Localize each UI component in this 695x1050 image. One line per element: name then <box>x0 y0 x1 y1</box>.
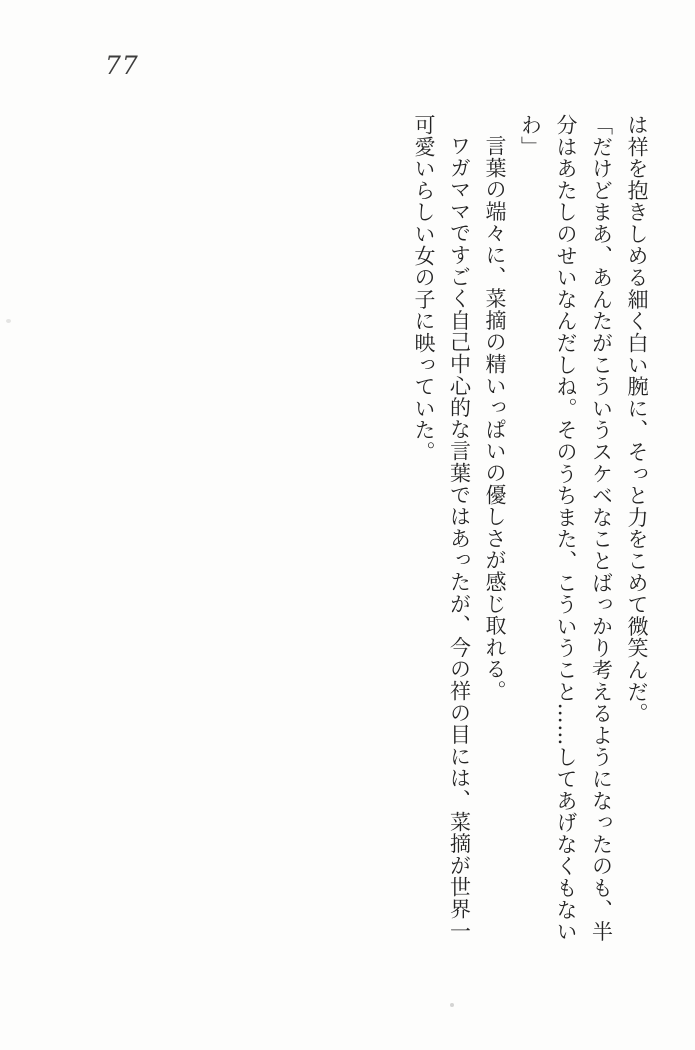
vertical-text-block <box>402 114 654 946</box>
paragraph: ワガママですごく自己中心的な言葉ではあったが、今の祥の目には、菜摘が世界一可愛いらしい女の子に映っていた。 <box>412 114 472 942</box>
scan-speck <box>6 319 11 323</box>
page-number: 77 <box>105 51 139 80</box>
paragraph: 言葉の端々に、菜摘の精いっぱいの優しさが感じ取れる。 <box>483 135 507 702</box>
scan-speck <box>450 1003 454 1007</box>
paragraph-dialogue: 「だけどまあ、あんたがこういうスケベなことばっかり考えるようになったのも、半分はあたしのせいなんだしね。そのうちまた、こういうこと……してあげなくもないわ」 <box>518 114 614 943</box>
paragraph: は祥を抱きしめる細く白い腕に、そっと力をこめて微笑んだ。 <box>625 114 649 725</box>
